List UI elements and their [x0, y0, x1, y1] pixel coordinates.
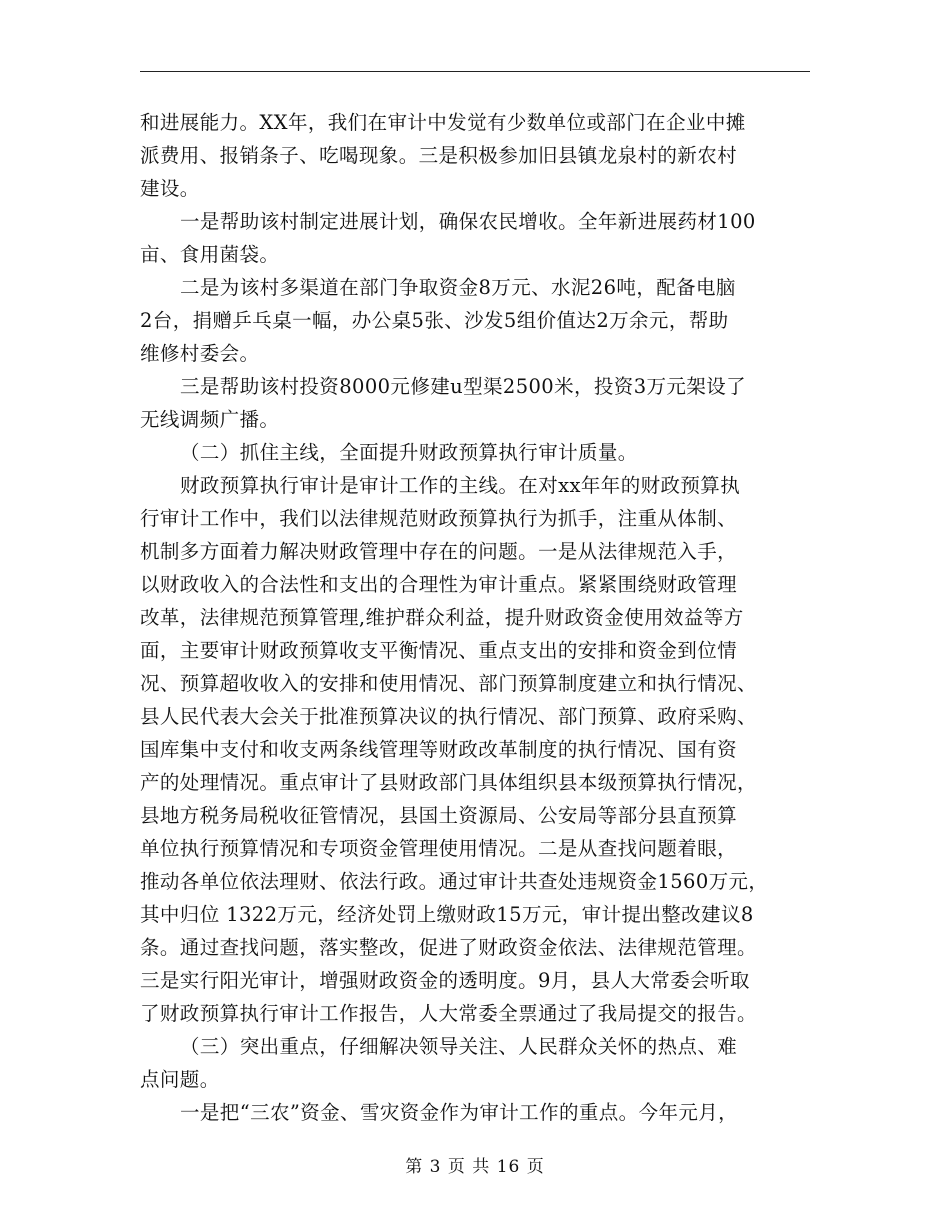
text-line: 维修村委会。 — [140, 342, 260, 365]
text-line: 产的处理情况。重点审计了县财政部门具体组织县本级预算执行情况， — [140, 771, 757, 794]
text-line: 条。通过查找问题，落实整改，促进了财政资金依法、法律规范管理。 — [140, 936, 757, 959]
text-line: 行审计工作中，我们以法律规范财政预算执行为抓手，注重从体制、 — [140, 507, 738, 530]
text-line: 亩、食用菌袋。 — [140, 243, 280, 266]
text-line: 况、预算超收收入的安排和使用情况、部门预算制度建立和执行情况、 — [140, 672, 757, 695]
text-line: 推动各单位依法理财、依法行政。通过审计共查处违规资金1560万元， — [140, 870, 769, 893]
section-heading: （三）突出重点，仔细解决领导关注、人民群众关怀的热点、难 — [180, 1035, 738, 1058]
header-rule — [140, 71, 810, 72]
text-line: 三是实行阳光审计，增强财政资金的透明度。9月，县人大常委会听取 — [140, 969, 750, 992]
text-line: 国库集中支付和收支两条线管理等财政改革制度的执行情况、国有资 — [140, 738, 738, 761]
text-line: 建设。 — [140, 177, 200, 200]
text-line: 财政预算执行审计是审计工作的主线。在对xx年年的财政预算执 — [180, 474, 741, 497]
text-line: 改革，法律规范预算管理,维护群众利益，提升财政资金使用效益等方 — [140, 606, 744, 629]
document-body — [140, 106, 810, 1129]
text-line: 县地方税务局税收征管情况，县国土资源局、公安局等部分县直预算 — [140, 804, 738, 827]
text-line: 以财政收入的合法性和支出的合理性为审计重点。紧紧围绕财政管理 — [140, 573, 738, 596]
text-line: 县人民代表大会关于批准预算决议的执行情况、部门预算、政府采购、 — [140, 705, 757, 728]
text-line: 面，主要审计财政预算收支平衡情况、重点支出的安排和资金到位情 — [140, 639, 738, 662]
text-line: 了财政预算执行审计工作报告，人大常委全票通过了我局提交的报告。 — [140, 1002, 757, 1025]
text-line: 2台，捐赠乒乓桌一幅，办公桌5张、沙发5组价值达2万余元，帮助 — [140, 309, 729, 332]
section-heading: （二）抓住主线，全面提升财政预算执行审计质量。 — [180, 441, 638, 464]
text-line: 点问题。 — [140, 1068, 220, 1091]
text-line: 其中归位 1322万元，经济处罚上缴财政15万元，审计提出整改建议8 — [140, 903, 754, 926]
text-line: 机制多方面着力解决财政管理中存在的问题。一是从法律规范入手， — [140, 540, 738, 563]
text-line: 派费用、报销条子、吃喝现象。三是积极参加旧县镇龙泉村的新农村 — [140, 144, 738, 167]
text-line: 单位执行预算情况和专项资金管理使用情况。二是从查找问题着眼， — [140, 837, 738, 860]
text-line: 和进展能力。XX年，我们在审计中发觉有少数单位或部门在企业中摊 — [140, 111, 746, 134]
page-number-footer: 第 3 页 共 16 页 — [405, 1157, 545, 1177]
text-line: 三是帮助该村投资8000元修建u型渠2500米，投资3万元架设了 — [180, 375, 747, 398]
text-line: 无线调频广播。 — [140, 408, 280, 431]
text-line: 二是为该村多渠道在部门争取资金8万元、水泥26吨，配备电脑 — [180, 276, 736, 299]
text-line: 一是帮助该村制定进展计划，确保农民增收。全年新进展药材100 — [180, 210, 756, 233]
text-line: 一是把“三农”资金、雪灾资金作为审计工作的重点。今年元月， — [180, 1101, 739, 1124]
